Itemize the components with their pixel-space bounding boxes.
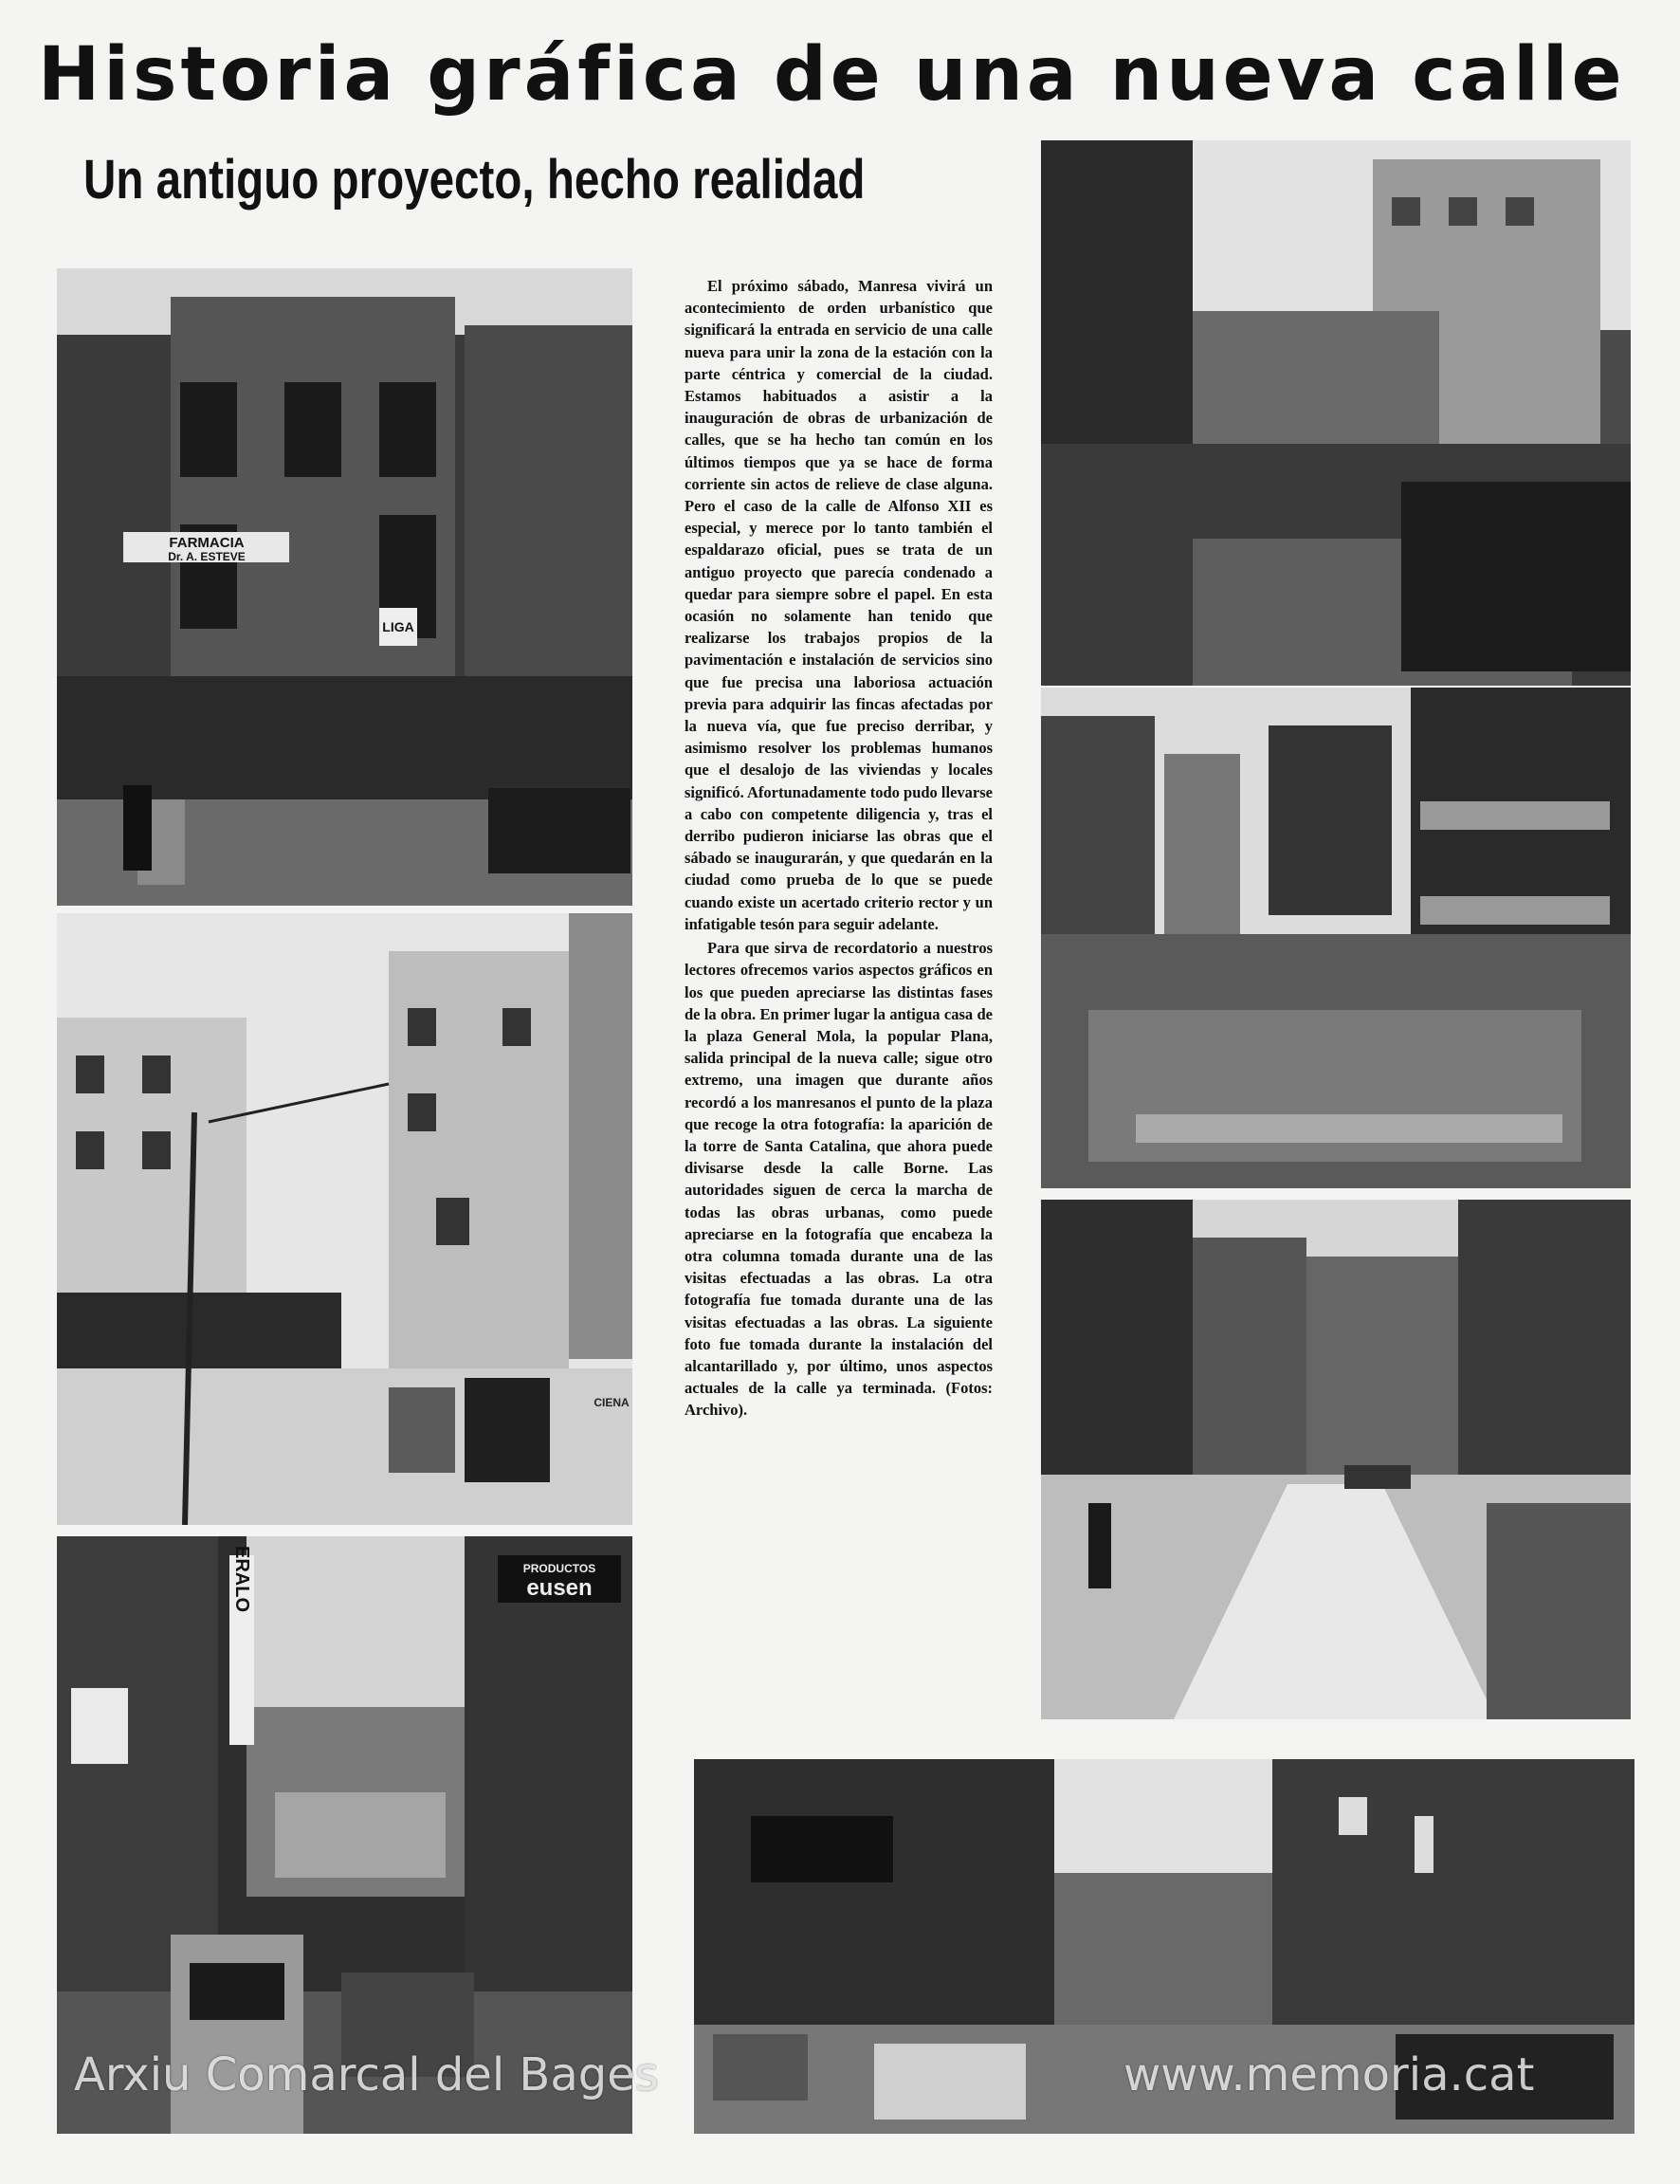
vertical-sign-text: ERALO: [231, 1546, 252, 1612]
article-paragraph-1: El próximo sábado, Manresa vivirá un acontecimiento de orden urbanístico que significará la entrada en servicio de una calle nueva para unir la zona de la estación con la parte céntrica y comercial de la ciudad. Estamos habituados a asistir a la inauguración de obras de urbanización de calles, que se ha hecho tan común en los últimos tiempos que ya se hace de forma corriente sin actos de relieve de clase alguna. Pero el caso de la calle de Alfonso XII es especial, y merece por lo tanto también el espaldarazo oficial, pues se trata de un antiguo proyecto que parecía condenado a quedar para siempre sobre el papel. En esta ocasión no solamente han tenido que realizarse los trabajos propios de la pavimentación e instalación de servicios sino que fue precisa una laboriosa actuación previa para adquirir las fincas afectadas por la nueva vía, que fue preciso derribar, y asimismo resolver los problemas humanos que el desalojo de las viviendas y locales significó. Afortunadamente todo pudo llevarse a cabo con competente diligencia y, tras el derribo pudieron iniciarse las obras que el sábado se inaugurarán, y que quedarán en la ciudad como prueba de lo que se puede cuando existe un acertado criterio rector y un infatigable tesón para seguir adelante.: [685, 277, 993, 933]
photo-authorities-visit: [1041, 140, 1631, 686]
archive-watermark: Arxiu Comarcal del Bages: [74, 2048, 659, 2101]
photo-old-houses-corner: [57, 913, 632, 1525]
liga-sign-text: LIGA: [382, 619, 414, 634]
photo-finished-street: [1041, 1200, 1631, 1719]
productos-sign-text: PRODUCTOS: [522, 1562, 596, 1575]
photo-street-borne: [57, 1536, 632, 2134]
subheadline: Un antiguo proyecto, hecho realidad: [83, 149, 866, 211]
article-body: [685, 275, 993, 1422]
pharmacy-sign-text: FARMACIA: [169, 535, 245, 551]
photo-demolition-works: [1041, 688, 1631, 1188]
wall-sign-text: CIENA: [593, 1396, 630, 1409]
website-watermark: www.memoria.cat: [1123, 2048, 1535, 2101]
article-paragraph-2: Para que sirva de recordatorio a nuestros lectores ofrecemos varios aspectos gráficos en los que pueden apreciarse las distintas fases de la obra. En primer lugar la antigua casa de la plaza General Mola, la popular Plana, salida principal de la nueva calle; sigue otro extremo, una imagen que durante años recordó a los manresanos el punto de la plaza que recoge la otra fotografía: la aparición de la torre de Santa Catalina, que ahora puede divisarse desde la calle Borne. Las autoridades siguen de cerca la marcha de todas las obras urbanas, como puede apreciarse en la fotografía que encabeza la otra columna tomada durante una de las visitas efectuadas a las obras. La otra fotografía fue tomada durante una de las visitas efectuadas a las obras. La siguiente foto fue tomada durante la instalación del alcantarillado y, por último, unos aspectos actuales de la calle ya terminada. (Fotos: Archivo).: [685, 939, 993, 1420]
pharmacist-sign-text: Dr. A. ESTEVE: [168, 550, 246, 563]
eusen-sign-text: eusen: [526, 1575, 593, 1601]
photo-old-house-plaza: [57, 268, 632, 906]
headline: Historia gráfica de una nueva calle: [38, 32, 1626, 118]
